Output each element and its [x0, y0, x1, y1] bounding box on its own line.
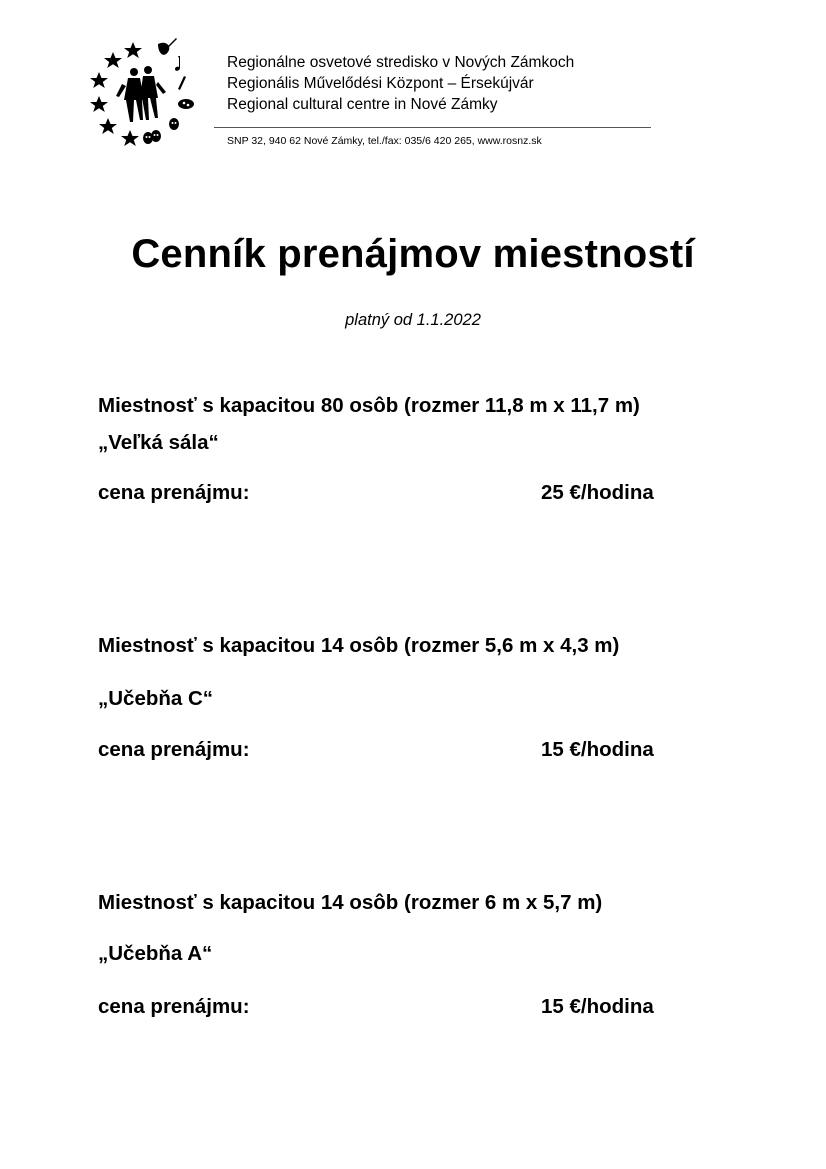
page-title: Cenník prenájmov miestností: [131, 232, 695, 276]
validity-date: platný od 1.1.2022: [345, 311, 481, 329]
price-value: 25 €/hodina: [541, 481, 654, 504]
org-name-en: Regional cultural centre in Nové Zámky: [227, 96, 498, 113]
price-value: 15 €/hodina: [541, 995, 654, 1018]
room-description: Miestnosť s kapacitou 14 osôb (rozmer 5,6 m x 4,3 m): [98, 634, 620, 657]
star-icon: [90, 72, 108, 88]
header-divider: [214, 127, 651, 128]
price-label: cena prenájmu:: [98, 481, 250, 504]
contact-info: SNP 32, 940 62 Nové Zámky, tel./fax: 035/6 420 265, www.rosnz.sk: [227, 135, 542, 147]
org-name-hu: Regionális Művelődési Központ – Érsekújvár: [227, 75, 534, 92]
price-label: cena prenájmu:: [98, 995, 250, 1018]
star-icon: [104, 52, 122, 68]
room-name: „Učebňa C“: [98, 687, 214, 710]
room-description: Miestnosť s kapacitou 80 osôb (rozmer 11,8 m x 11,7 m): [98, 394, 640, 417]
room-name: „Učebňa A“: [98, 942, 213, 965]
organization-logo: [86, 38, 206, 150]
room-description: Miestnosť s kapacitou 14 osôb (rozmer 6 m x 5,7 m): [98, 891, 603, 914]
organization-names: [227, 52, 574, 115]
star-icon: [124, 42, 142, 58]
org-name-sk: Regionálne osvetové stredisko v Nových Zámkoch: [227, 54, 575, 71]
price-label: cena prenájmu:: [98, 738, 250, 761]
price-value: 15 €/hodina: [541, 738, 654, 761]
star-icon: [90, 96, 108, 112]
star-icon: [121, 130, 139, 146]
star-icon: [99, 118, 117, 134]
room-name: „Veľká sála“: [98, 431, 219, 454]
